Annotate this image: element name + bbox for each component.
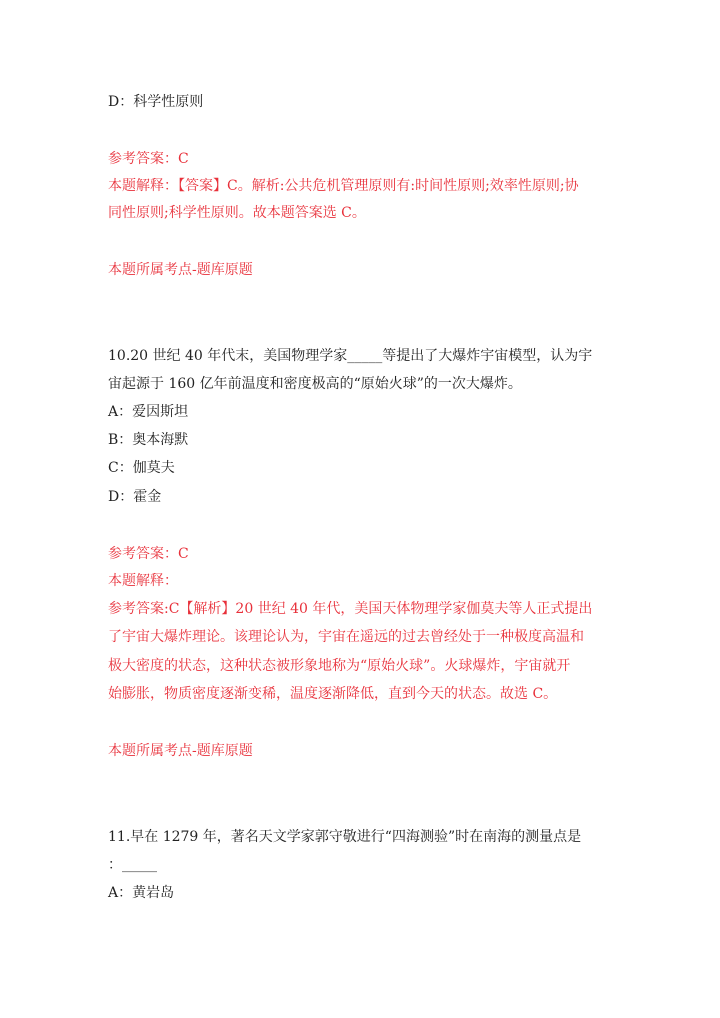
q10-explanation-line-3: 极大密度的状态，这种状态被形象地称为“原始火球”。火球爆炸，宇宙就开: [108, 658, 571, 674]
q11-option-a: A：黄岩岛: [108, 885, 175, 901]
q10-explanation-line-1: 参考答案:C【解析】20 世纪 40 年代，美国天体物理学家伽莫夫等人正式提出: [108, 601, 593, 617]
q10-explanation-line-4: 始膨胀，物质密度逐渐变稀，温度逐渐降低，直到今天的状态。故选 C。: [108, 686, 558, 702]
q9-source: 本题所属考点-题库原题: [108, 262, 253, 278]
q11-question-line-2: ：_____: [108, 857, 157, 873]
q9-option-d: D：科学性原则: [108, 94, 204, 110]
q10-option-c: C：伽莫夫: [108, 460, 175, 476]
q9-explanation-line-2: 同性原则;科学性原则。故本题答案选 C。: [108, 205, 366, 221]
q10-explanation-label: 本题解释：: [108, 573, 178, 589]
q10-explanation-line-2: 了宇宙大爆炸理论。该理论认为，宇宙在遥远的过去曾经处于一种极度高温和: [108, 629, 584, 645]
q10-answer: 参考答案：C: [108, 546, 189, 562]
q11-question-line-1: 11.早在 1279 年，著名天文学家郭守敬进行“四海测验”时在南海的测量点是: [108, 829, 582, 845]
q10-option-b: B：奥本海默: [108, 432, 189, 448]
q10-source: 本题所属考点-题库原题: [108, 743, 253, 759]
q10-option-d: D：霍金: [108, 489, 162, 505]
q10-option-a: A：爱因斯坦: [108, 404, 189, 420]
q9-explanation-line-1: 本题解释：【答案】C。解析:公共危机管理原则有:时间性原则;效率性原则;协: [108, 178, 579, 194]
q9-answer: 参考答案：C: [108, 151, 189, 167]
q10-question-line-2: 宙起源于 160 亿年前温度和密度极高的“原始火球”的一次大爆炸。: [108, 376, 522, 392]
q10-question-line-1: 10.20 世纪 40 年代末，美国物理学家_____等提出了大爆炸宇宙模型，认为宇: [108, 348, 593, 364]
